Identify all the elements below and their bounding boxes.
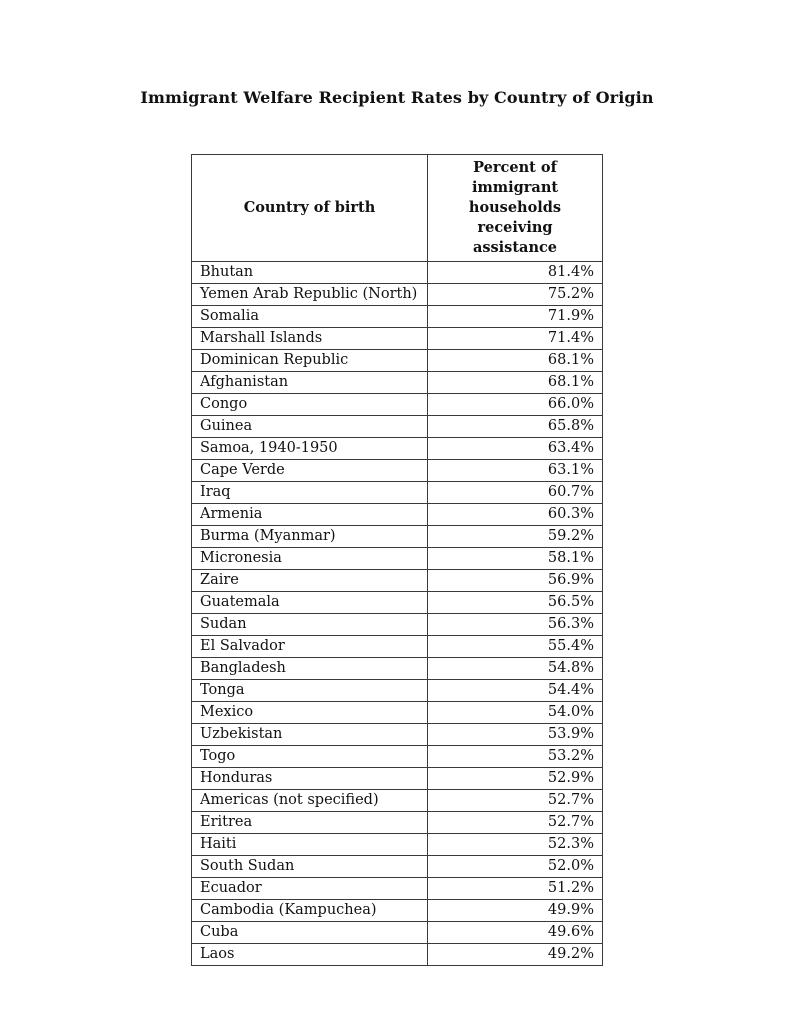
table-row (192, 350, 603, 372)
cell-country: Guinea (192, 416, 428, 438)
table-row (192, 504, 603, 526)
cell-percent: 68.1% (428, 350, 603, 372)
header-row (192, 155, 603, 262)
cell-country: Togo (192, 746, 428, 768)
cell-country: South Sudan (192, 856, 428, 878)
cell-percent: 75.2% (428, 284, 603, 306)
table-row (192, 790, 603, 812)
cell-percent: 52.0% (428, 856, 603, 878)
cell-country: Sudan (192, 614, 428, 636)
table-row (192, 262, 603, 284)
cell-percent: 71.4% (428, 328, 603, 350)
table-row (192, 922, 603, 944)
cell-country: Guatemala (192, 592, 428, 614)
welfare-rates-table (191, 154, 603, 966)
table-row (192, 438, 603, 460)
cell-percent: 58.1% (428, 548, 603, 570)
cell-country: Uzbekistan (192, 724, 428, 746)
cell-percent: 54.4% (428, 680, 603, 702)
cell-country: Micronesia (192, 548, 428, 570)
cell-percent: 54.8% (428, 658, 603, 680)
table-row (192, 636, 603, 658)
cell-percent: 63.1% (428, 460, 603, 482)
cell-country: Laos (192, 944, 428, 966)
cell-percent: 54.0% (428, 702, 603, 724)
cell-percent: 52.9% (428, 768, 603, 790)
table-row (192, 724, 603, 746)
table-row (192, 416, 603, 438)
cell-percent: 81.4% (428, 262, 603, 284)
cell-country: Dominican Republic (192, 350, 428, 372)
table-row (192, 328, 603, 350)
table-row (192, 834, 603, 856)
cell-country: Yemen Arab Republic (North) (192, 284, 428, 306)
table-row (192, 284, 603, 306)
cell-country: Cape Verde (192, 460, 428, 482)
table-row (192, 680, 603, 702)
cell-country: Congo (192, 394, 428, 416)
cell-country: Ecuador (192, 878, 428, 900)
cell-country: Honduras (192, 768, 428, 790)
table-header (192, 155, 603, 262)
cell-percent: 49.2% (428, 944, 603, 966)
cell-country: Bangladesh (192, 658, 428, 680)
table-row (192, 614, 603, 636)
cell-percent: 53.2% (428, 746, 603, 768)
table-row (192, 372, 603, 394)
cell-percent: 52.7% (428, 812, 603, 834)
cell-percent: 53.9% (428, 724, 603, 746)
cell-country: Samoa, 1940-1950 (192, 438, 428, 460)
table-row (192, 658, 603, 680)
table-row (192, 548, 603, 570)
table-row (192, 702, 603, 724)
cell-country: Afghanistan (192, 372, 428, 394)
cell-country: Iraq (192, 482, 428, 504)
table-row (192, 746, 603, 768)
cell-country: Armenia (192, 504, 428, 526)
table-row (192, 592, 603, 614)
cell-percent: 60.7% (428, 482, 603, 504)
table-row (192, 570, 603, 592)
cell-percent: 71.9% (428, 306, 603, 328)
cell-percent: 56.5% (428, 592, 603, 614)
table-body (192, 262, 603, 966)
cell-percent: 68.1% (428, 372, 603, 394)
table-row (192, 856, 603, 878)
cell-country: Somalia (192, 306, 428, 328)
column-header-country: Country of birth (192, 155, 428, 262)
cell-percent: 56.9% (428, 570, 603, 592)
cell-percent: 66.0% (428, 394, 603, 416)
cell-country: Burma (Myanmar) (192, 526, 428, 548)
page-title: Immigrant Welfare Recipient Rates by Country of Origin (140, 88, 654, 107)
cell-country: Zaire (192, 570, 428, 592)
cell-percent: 51.2% (428, 878, 603, 900)
cell-country: Haiti (192, 834, 428, 856)
table-row (192, 306, 603, 328)
table-row (192, 812, 603, 834)
cell-country: El Salvador (192, 636, 428, 658)
cell-country: Bhutan (192, 262, 428, 284)
table-row (192, 944, 603, 966)
cell-percent: 49.6% (428, 922, 603, 944)
column-header-percent: Percent of immigrant households receiving assistance (428, 155, 603, 262)
cell-percent: 49.9% (428, 900, 603, 922)
cell-country: Eritrea (192, 812, 428, 834)
cell-country: Mexico (192, 702, 428, 724)
table-row (192, 526, 603, 548)
cell-percent: 56.3% (428, 614, 603, 636)
cell-percent: 55.4% (428, 636, 603, 658)
table-row (192, 900, 603, 922)
cell-percent: 52.3% (428, 834, 603, 856)
table-row (192, 394, 603, 416)
cell-percent: 65.8% (428, 416, 603, 438)
cell-percent: 59.2% (428, 526, 603, 548)
table-row (192, 878, 603, 900)
cell-country: Tonga (192, 680, 428, 702)
table-row (192, 460, 603, 482)
table-row (192, 768, 603, 790)
table-row (192, 482, 603, 504)
cell-percent: 60.3% (428, 504, 603, 526)
cell-country: Americas (not specified) (192, 790, 428, 812)
cell-country: Cuba (192, 922, 428, 944)
cell-country: Marshall Islands (192, 328, 428, 350)
cell-percent: 63.4% (428, 438, 603, 460)
cell-percent: 52.7% (428, 790, 603, 812)
cell-country: Cambodia (Kampuchea) (192, 900, 428, 922)
